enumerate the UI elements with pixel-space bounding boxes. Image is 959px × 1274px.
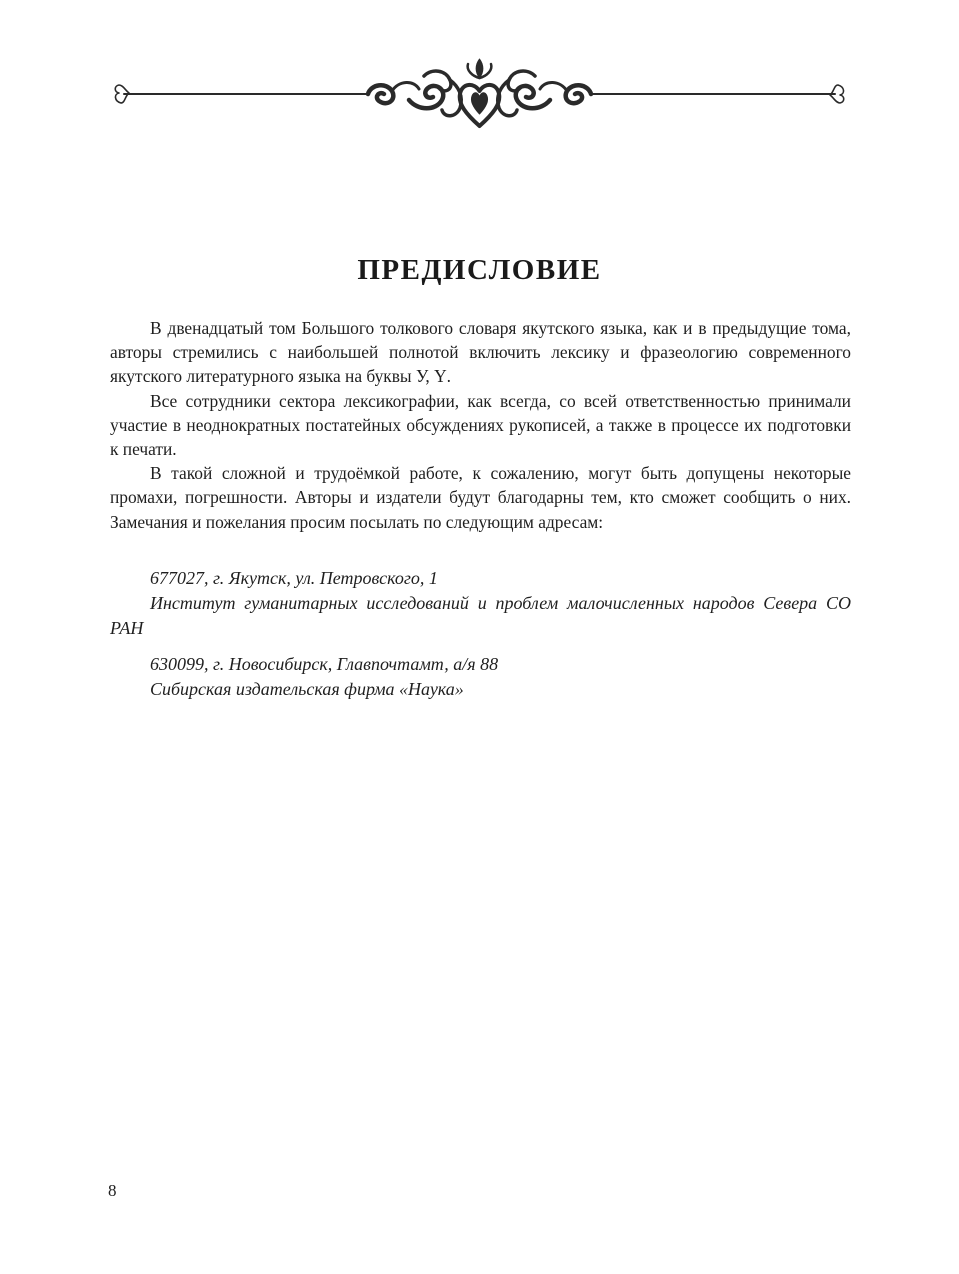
ornament-flourish-icon [106,56,853,132]
paragraph-3: В такой сложной и трудоёмкой работе, к сожалению, могут быть допущены некоторые промахи, погрешности. Авторы и издатели будут благодарны тем, кто сможет сообщить о них. Замечания и пожелания просим посылать по следующим адресам: [110,463,851,532]
page-title: ПРЕДИСЛОВИЕ [357,254,602,286]
address-1-institution: Институт гуманитарных исследований и проблем малочисленных народов Севера СО РАН [110,593,851,638]
paragraph-2: Все сотрудники сектора лексикографии, как всегда, со всей ответственностью принимали участие в неоднократных постатейных обсуждениях рукописей, а также в процессе их подготовки к печати. [110,390,851,460]
address-1-street: 677027, г. Якутск, ул. Петровского, 1 [150,568,438,588]
address-2-publisher: Сибирская издательская фирма «Наука» [150,679,464,699]
page-number: 8 [108,1181,117,1200]
header-ornament [106,56,853,132]
preface-body [110,316,851,534]
address-block [110,566,851,702]
paragraph-1: В двенадцатый том Большого толкового словаря якутского языка, как и в предыдущие тома, авторы стремились с наибольшей полнотой включить лексику и фразеологию современного якутского литературного языка на буквы У, Ү. [110,318,851,387]
address-2-street: 630099, г. Новосибирск, Главпочтамт, а/я 88 [150,654,499,674]
